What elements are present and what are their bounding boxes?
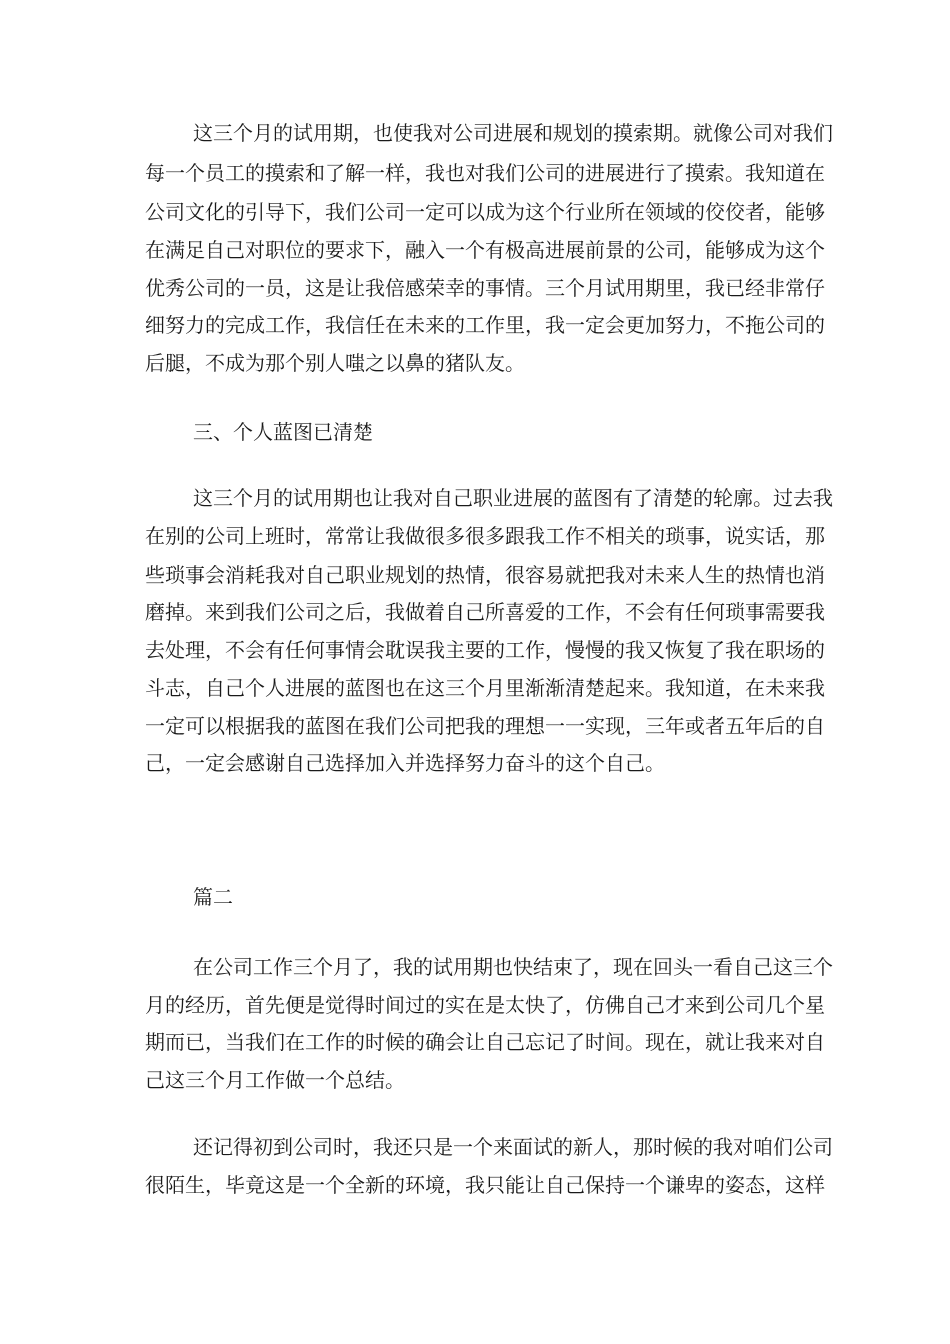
paragraph-line: 己这三个月工作做一个总结。 xyxy=(145,1068,405,1092)
paragraph-line: 月的经历，首先便是觉得时间过的实在是太快了，仿佛自己才来到公司几个星 xyxy=(145,993,825,1017)
paragraph-line: 在满足自己对职位的要求下，融入一个有极高进展前景的公司，能够成为这个 xyxy=(145,238,825,262)
paragraph-line: 些琐事会消耗我对自己职业规划的热情，很容易就把我对未来人生的热情也消 xyxy=(145,563,825,587)
paragraph-line: 这三个月的试用期也让我对自己职业进展的蓝图有了清楚的轮廓。过去我 xyxy=(193,486,833,510)
article-title: 篇二 xyxy=(193,885,233,909)
paragraph-line: 这三个月的试用期，也使我对公司进展和规划的摸索期。就像公司对我们 xyxy=(193,121,833,145)
paragraph-line: 在公司工作三个月了，我的试用期也快结束了，现在回头一看自己这三个 xyxy=(193,955,833,979)
paragraph-line: 一定可以根据我的蓝图在我们公司把我的理想一一实现，三年或者五年后的自 xyxy=(145,714,825,738)
paragraph-line: 期而已，当我们在工作的时候的确会让自己忘记了时间。现在，就让我来对自 xyxy=(145,1030,825,1054)
paragraph-line: 去处理，不会有任何事情会耽误我主要的工作，慢慢的我又恢复了我在职场的 xyxy=(145,638,825,662)
section-heading: 三、个人蓝图已清楚 xyxy=(193,420,373,444)
paragraph-line: 很陌生，毕竟这是一个全新的环境，我只能让自己保持一个谦卑的姿态，这样 xyxy=(145,1173,825,1197)
paragraph-line: 公司文化的引导下，我们公司一定可以成为这个行业所在领域的佼佼者，能够 xyxy=(145,200,825,224)
paragraph-line: 在别的公司上班时，常常让我做很多很多跟我工作不相关的琐事，说实话，那 xyxy=(145,524,825,548)
paragraph-line: 每一个员工的摸索和了解一样，我也对我们公司的进展进行了摸索。我知道在 xyxy=(145,161,825,185)
paragraph-line: 磨掉。来到我们公司之后，我做着自己所喜爱的工作，不会有任何琐事需要我 xyxy=(145,600,825,624)
paragraph-line: 己，一定会感谢自己选择加入并选择努力奋斗的这个自己。 xyxy=(145,751,665,775)
paragraph-line: 后腿，不成为那个别人嗤之以鼻的猪队友。 xyxy=(145,351,525,375)
paragraph-line: 细努力的完成工作，我信任在未来的工作里，我一定会更加努力，不拖公司的 xyxy=(145,313,825,337)
paragraph-line: 优秀公司的一员，这是让我倍感荣幸的事情。三个月试用期里，我已经非常仔 xyxy=(145,276,825,300)
paragraph-line: 还记得初到公司时，我还只是一个来面试的新人，那时候的我对咱们公司 xyxy=(193,1135,833,1159)
paragraph-line: 斗志，自己个人进展的蓝图也在这三个月里渐渐清楚起来。我知道，在未来我 xyxy=(145,676,825,700)
